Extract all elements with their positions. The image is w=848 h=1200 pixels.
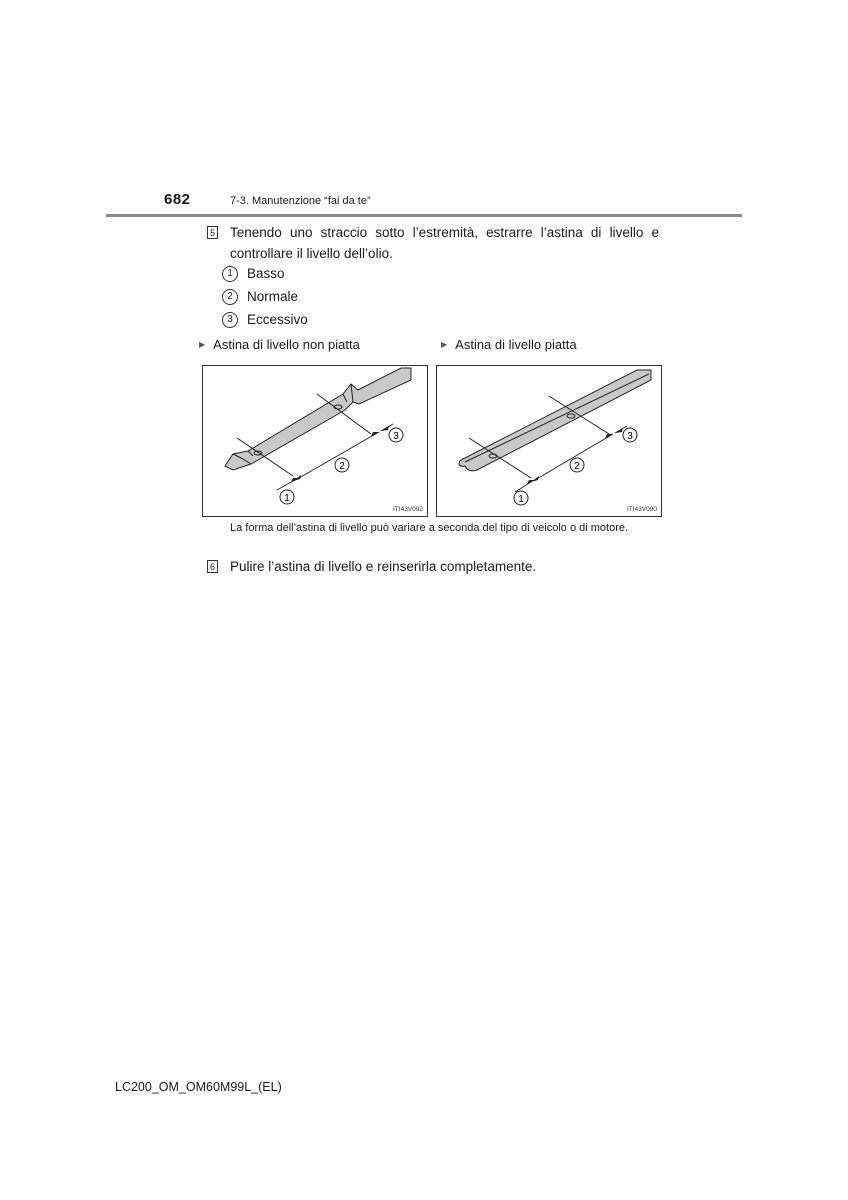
- triangle-bullet-icon: ▶: [199, 340, 206, 349]
- dipstick-illustration-flat: [437, 366, 661, 516]
- right-figure-heading: [441, 337, 577, 352]
- left-heading-text: Astina di livello non piatta: [213, 337, 360, 352]
- callout-labels: [280, 428, 403, 504]
- footer-code: LC200_OM_OM60M99L_(EL): [115, 1080, 282, 1094]
- dipstick-illustration-non-flat: [203, 366, 427, 516]
- step-5: [207, 222, 659, 264]
- callout-1: 1: [518, 494, 524, 505]
- right-heading-text: Astina di livello piatta: [455, 337, 577, 352]
- figure-flat-dipstick: [436, 365, 662, 517]
- circled-number-3: 3: [222, 312, 238, 328]
- circled-number-1: 1: [222, 266, 238, 282]
- step-6: [207, 556, 659, 577]
- step-6-text: Pulire l’astina di livello e reinserirla completamente.: [230, 559, 537, 574]
- callout-2: 2: [339, 461, 345, 472]
- level-item-low: [222, 265, 285, 283]
- step-number-box: 6: [207, 560, 218, 573]
- page-number: 682: [164, 191, 191, 208]
- header-divider: [106, 214, 742, 217]
- level-item-excessive: [222, 311, 308, 329]
- level-label: Normale: [247, 289, 299, 304]
- figure-caption: La forma dell’astina di livello può variare a seconda del tipo di veicolo o di motore.: [230, 522, 629, 534]
- left-figure-heading: [199, 337, 360, 352]
- level-label: Eccessivo: [247, 312, 308, 327]
- section-title: 7-3. Manutenzione “fai da te”: [230, 195, 371, 207]
- level-item-normal: [222, 288, 298, 306]
- figure-code: ITI43V092: [393, 506, 423, 513]
- circled-number-2: 2: [222, 289, 238, 305]
- step-number-box: 5: [207, 226, 218, 239]
- level-label: Basso: [247, 266, 285, 281]
- figure-non-flat-dipstick: [202, 365, 428, 517]
- callout-3: 3: [393, 431, 399, 442]
- triangle-bullet-icon: ▶: [441, 340, 448, 349]
- step-5-text: Tenendo uno straccio sotto l’estremità, estrarre l’astina di livello e controllare il livello dell’olio.: [230, 225, 659, 261]
- callout-2: 2: [574, 461, 580, 472]
- figure-code: ITI43V090: [627, 506, 657, 513]
- callout-3: 3: [627, 431, 633, 442]
- callout-1: 1: [284, 493, 290, 504]
